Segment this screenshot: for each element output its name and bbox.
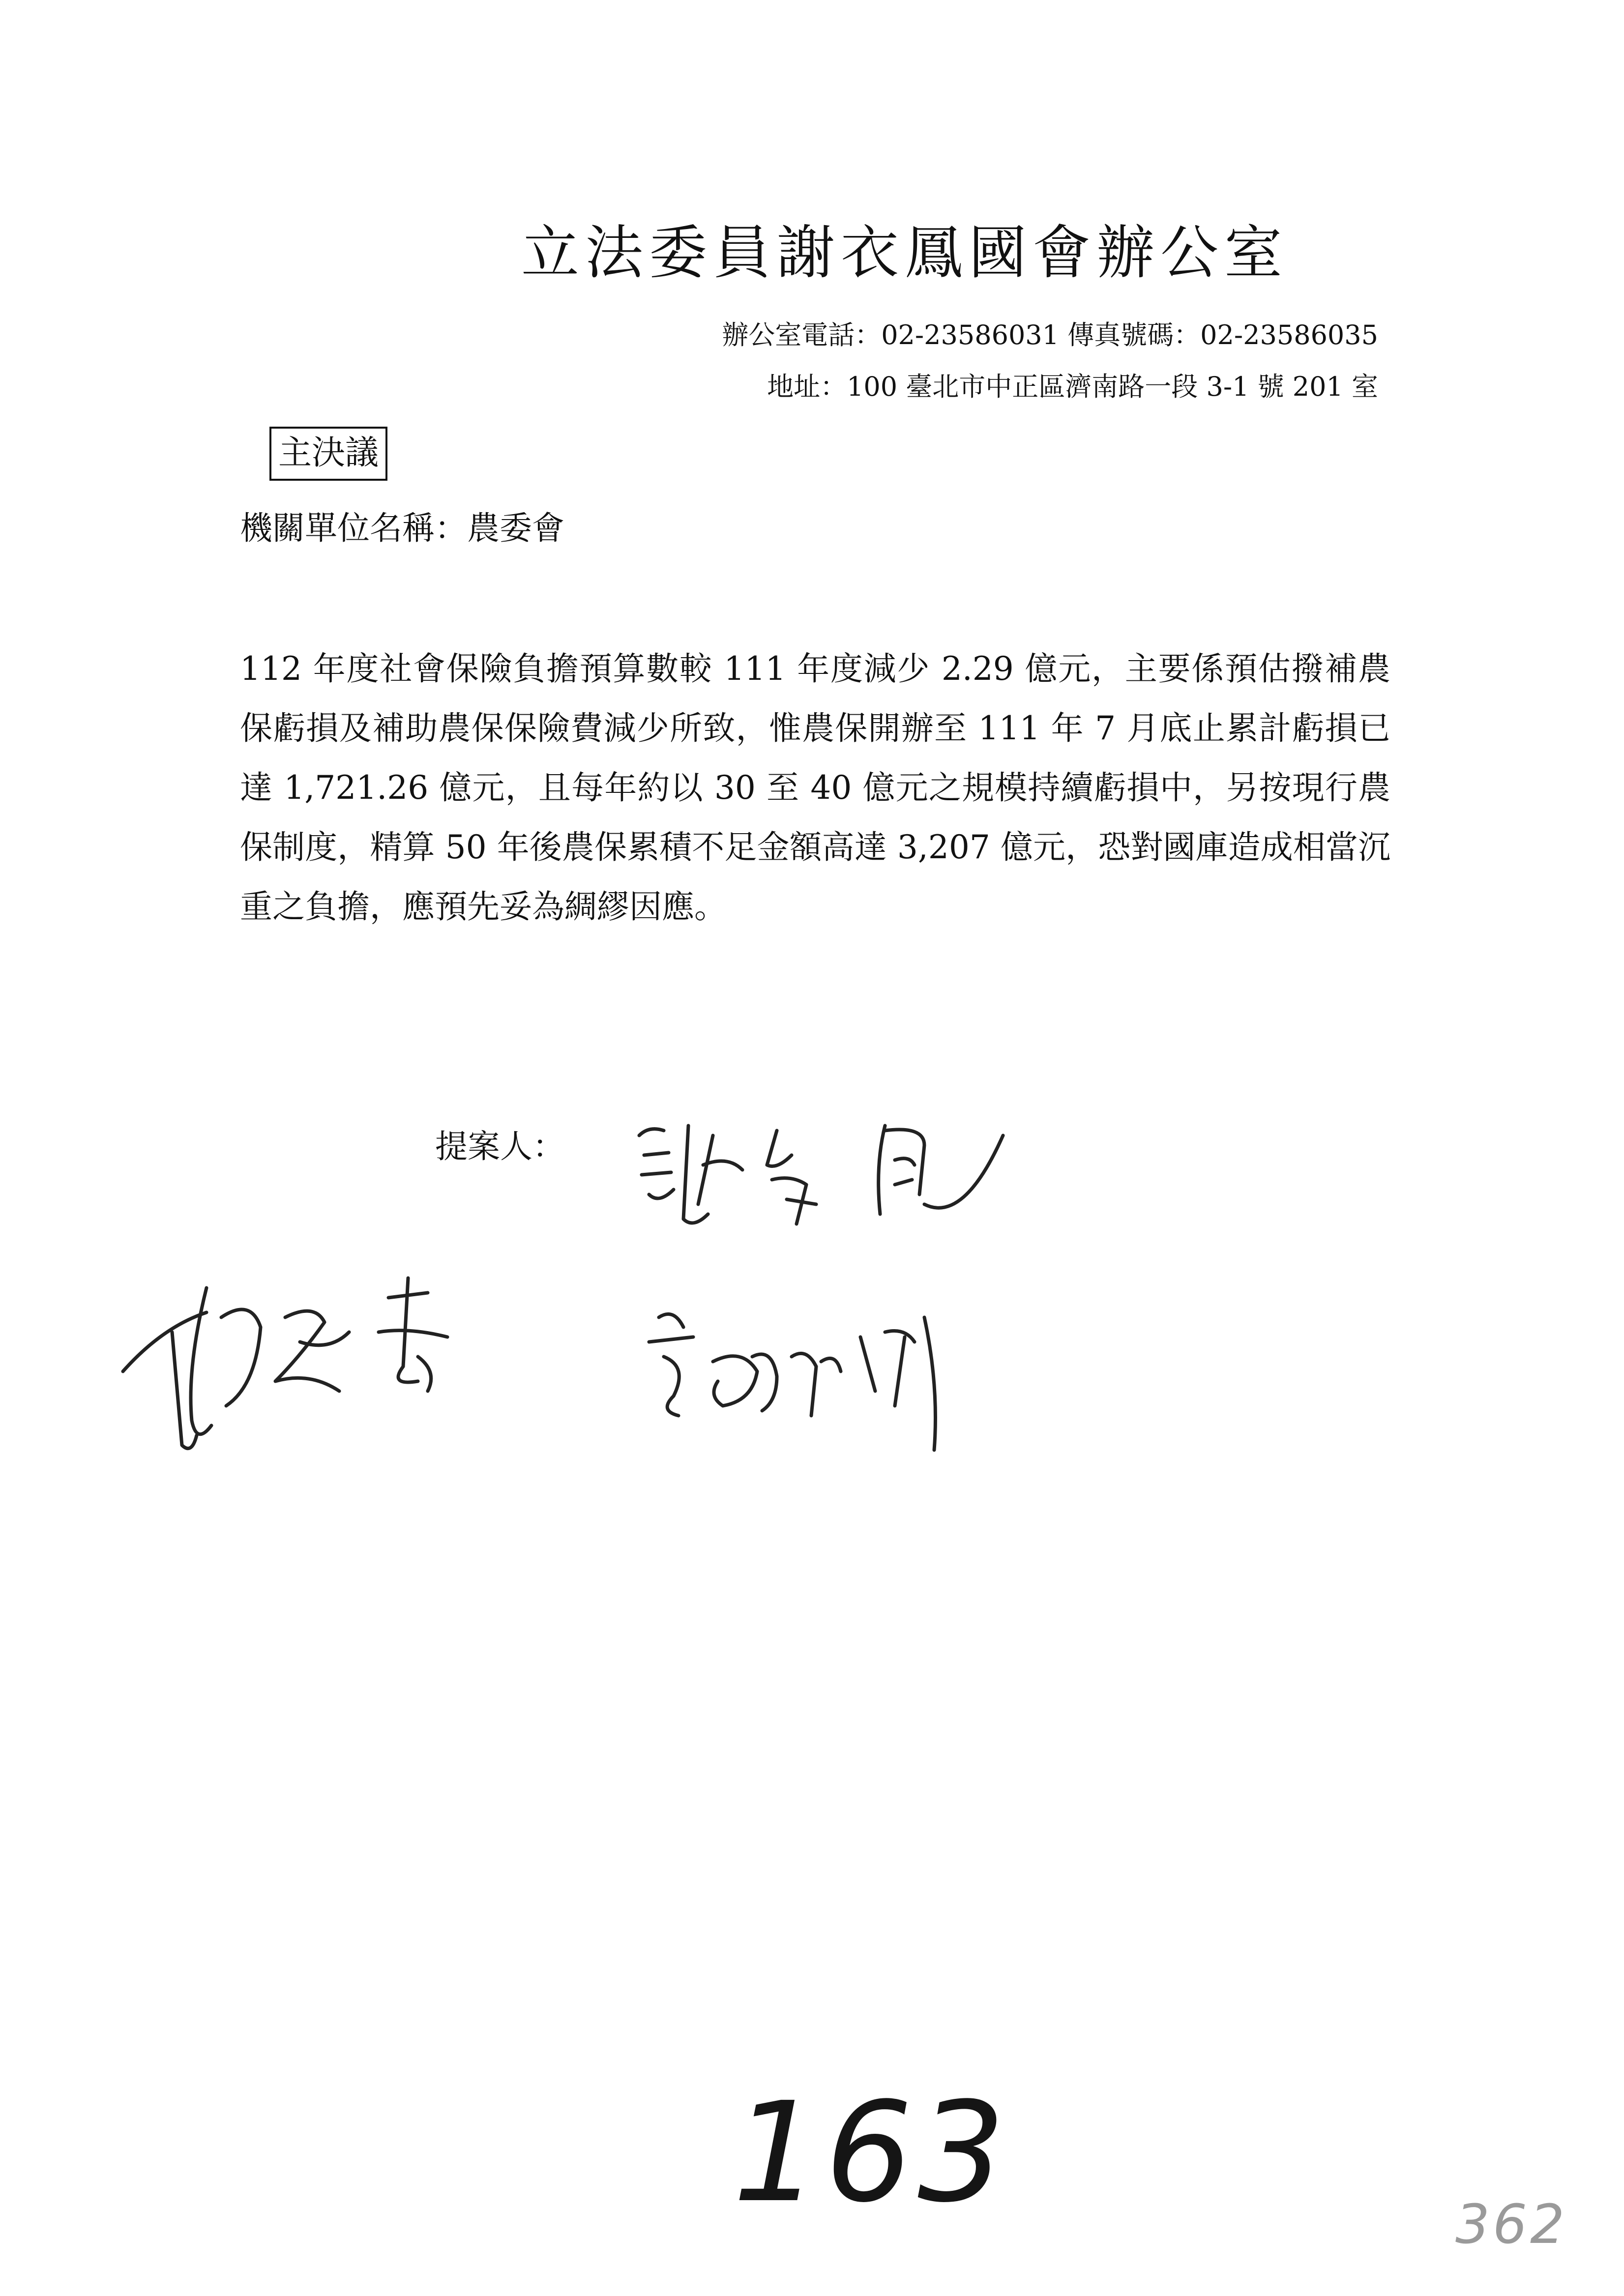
handwritten-serial-number: 362 — [1455, 2193, 1567, 2256]
resolution-body: 112 年度社會保險負擔預算數較 111 年度減少 2.29 億元，主要係預估撥補農保虧損及補助農保保險費減少所致，惟農保開辦至 111 年 7 月底止累計虧損已達 1,721.26 億元，且每年約以 30 至 40 億元之規模持續虧損中，另按現行農保制度，精算 50 年後農保累積不足金額高達 3,207 億元，恐對國庫造成相當沉重之負擔，應預先妥為綢繆因應。 — [240, 650, 1390, 926]
cosigner-signature-1 — [113, 1258, 536, 1465]
office-address: 地址：100 臺北市中正區濟南路一段 3-1 號 201 室 — [767, 371, 1378, 402]
agency-line: 機關單位名稱：農委會 — [240, 509, 564, 547]
office-phone-fax: 辦公室電話：02-23586031 傳真號碼：02-23586035 — [722, 320, 1378, 350]
handwritten-page-number: 163 — [733, 2073, 1010, 2233]
resolution-type-label: 主決議 — [269, 427, 387, 481]
proposer-signature — [629, 1106, 1033, 1268]
cosigner-signature-2 — [629, 1288, 1003, 1465]
proposer-label: 提案人： — [435, 1128, 565, 1165]
office-title: 立法委員謝衣鳳國會辦公室 — [521, 219, 1289, 287]
